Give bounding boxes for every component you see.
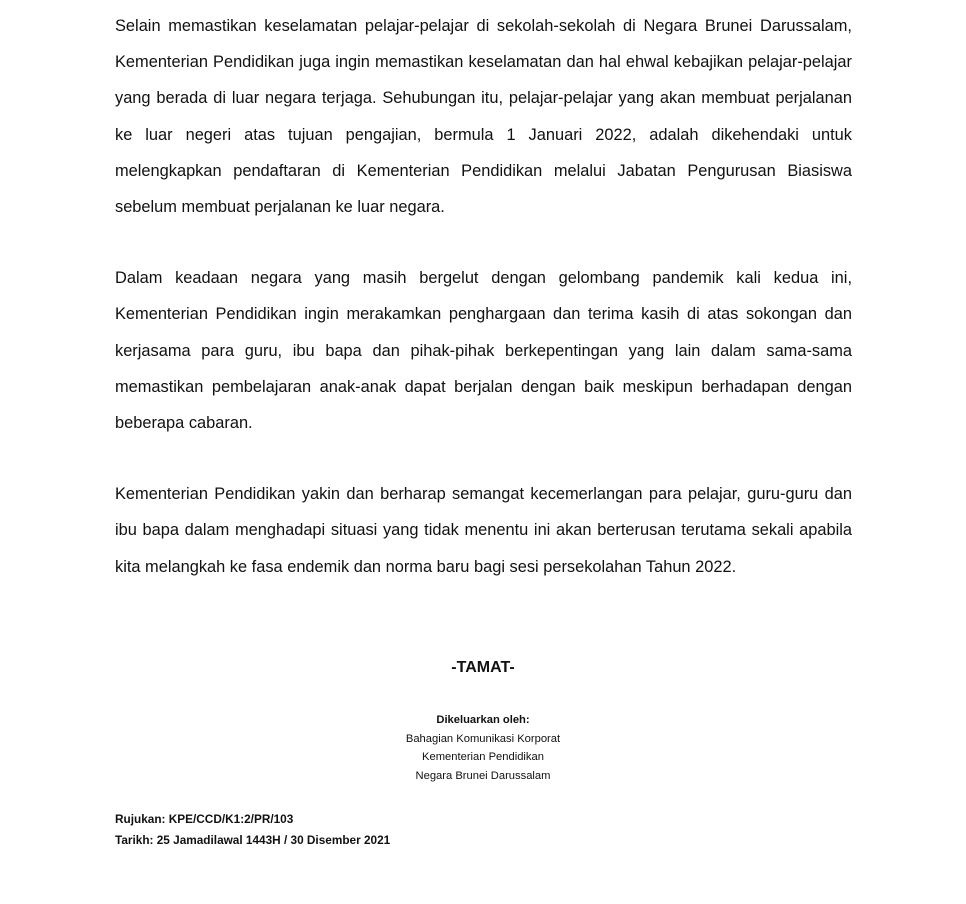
paragraph-1: Selain memastikan keselamatan pelajar-pelajar di sekolah-sekolah di Negara Brunei Darussalam, Kementerian Pendidikan juga ingin memastikan keselamatan dan hal ehwal kebajikan pelajar-pelajar yang berada di luar negara terjaga. Sehubungan itu, pelajar-pelajar yang akan membuat perjalanan ke luar negeri atas tujuan pengajian, bermula 1 Januari 2022, adalah dikehendaki untuk melengkapkan pendaftaran di Kementerian Pendidikan melalui Jabatan Pengurusan Biasiswa sebelum membuat perjalanan ke luar negara. [115, 17, 852, 217]
paragraph-3: Kementerian Pendidikan yakin dan berharap semangat kecemerlangan para pelajar, guru-guru dan ibu bapa dalam menghadapi situasi yang tidak menentu ini akan berterusan terutama sekali apabila kita melangkah ke fasa endemik dan norma baru bagi sesi persekolahan Tahun 2022. [115, 485, 852, 576]
end-marker: -TAMAT- [451, 659, 515, 676]
issuer-country: Negara Brunei Darussalam [415, 769, 551, 782]
issuer-department: Bahagian Komunikasi Korporat [405, 732, 561, 745]
paragraph-2: Dalam keadaan negara yang masih bergelut dengan gelombang pandemik kali kedua ini, Kementerian Pendidikan ingin merakamkan penghargaan dan terima kasih di atas sokongan dan kerjasama para guru, ibu bapa dan pihak-pihak berkepentingan yang lain dalam sama-sama memastikan pembelajaran anak-anak dapat berjalan dengan baik meskipun berhadapan dengan beberapa cabaran. [115, 269, 852, 433]
document-body [115, 8, 852, 585]
issue-date: Tarikh: 25 Jamadilawal 1443H / 30 Disember 2021 [115, 832, 391, 847]
reference-number: Rujukan: KPE/CCD/K1:2/PR/103 [115, 812, 294, 826]
issuer-ministry: Kementerian Pendidikan [422, 751, 544, 764]
issuer-label: Dikeluarkan oleh: [436, 714, 530, 726]
issuer-block [0, 711, 966, 785]
reference-block [115, 809, 390, 850]
